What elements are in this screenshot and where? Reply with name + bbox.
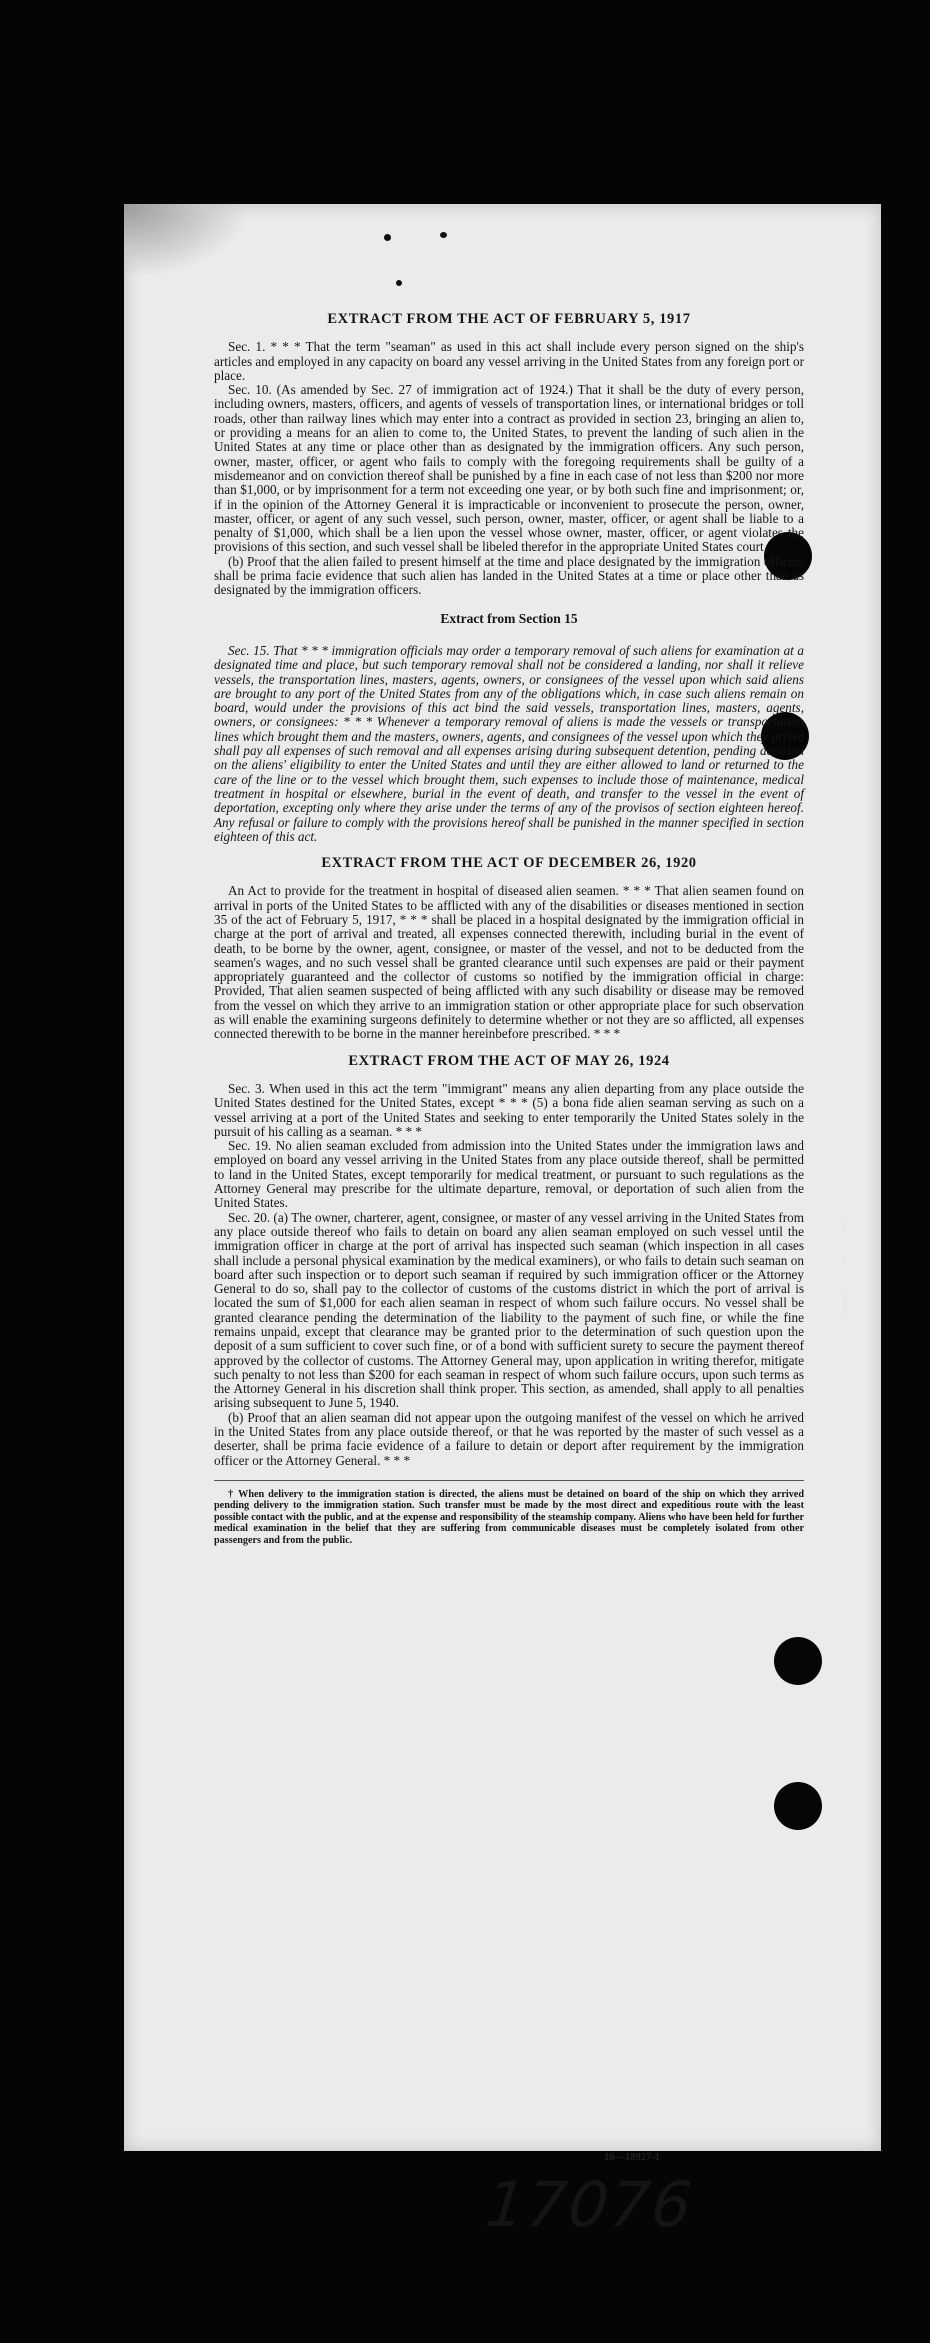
section-heading: EXTRACT FROM THE ACT OF FEBRUARY 5, 1917 (327, 311, 691, 327)
punch-hole (774, 1637, 822, 1685)
staple-hole (396, 280, 402, 286)
print-code: 16—18927-1 (604, 2152, 660, 2163)
punch-hole (774, 1782, 822, 1830)
section-act-1917 (214, 312, 804, 598)
paragraph: Sec. 1. * * * That the term "seaman" as used in this act shall include every person signed on the ship's articles and employed in any capacity on board any vessel arriving in the United States from any foreign port or place. (214, 339, 804, 383)
paragraph: An Act to provide for the treatment in hospital of diseased alien seamen. * * * That alien seamen found on arrival in ports of the United States to be afflicted with any of the disabilities or diseases mentioned in section 35 of the act of February 5, 1917, * * * shall be placed in a hospital designated by the immigration official in charge at the port of arrival and treated, all expenses connected therewith, including burial in the event of death, to be borne by the owner, agent, consignee, or master of the vessel, and not to be deducted from the seamen's wages, and no such vessel shall be granted clearance until such expenses are paid or their payment appropriately guaranteed and the collector of customs so notified by the immigration official in charge: Provided, That alien seamen suspected of being afflicted with any such disability or disease may be removed from the vessel on which they arrive to an immigration station or other appropriate place for such observation as will enable the examining surgeons definitely to determine whether or not they are so afflicted, all expenses connected therewith to be borne in the manner hereinbefore prescribed. * * * (214, 883, 804, 1042)
paragraph: (b) Proof that the alien failed to present himself at the time and place designated by the immigration officers shall be prima facie evidence that such alien has landed in the United States at a time or place other than as designated by the immigration officers. (214, 553, 804, 598)
footnote (214, 1480, 804, 1547)
paragraph: (b) Proof that an alien seaman did not appear upon the outgoing manifest of the vessel on which he arrived in the United States from any place outside thereof, or that he was reported by the master of such vessel as a deserter, shall be prima facie evidence of a failure to detain or deport after requirement by the immigration officer or the Attorney General. * * * (214, 1409, 804, 1468)
edge-mark (843, 1290, 847, 1318)
staple-hole (440, 232, 447, 238)
section-heading: EXTRACT FROM THE ACT OF MAY 26, 1924 (348, 1052, 670, 1069)
staple-hole (384, 234, 391, 241)
section-15-extract (214, 612, 804, 844)
paragraph: Sec. 10. (As amended by Sec. 27 of immigration act of 1924.) That it shall be the duty of every person, including owners, masters, officers, and agents of vessels of transportation lines, or international bridges or toll roads, other than railway lines which may enter into a contract as provided in section 23, bringing an alien to, or providing a means for an alien to come to, the United States, to prevent the landing of such alien in the United States at any time or place other than as designated by the immigration officers. Any such person, owner, master, officer, or agent who fails to comply with the foregoing requirements shall be guilty of a misdemeanor and on conviction thereof shall be punished by a fine in each case of not less than $200 nor more than $1,000, or by imprisonment for a term not exceeding one year, or by both such fine and imprisonment; or, if in the opinion of the Attorney General it is impracticable or inconvenient to prosecute the person, owner, master, officer, or agent of any such vessel, such person, owner, master, officer, or agent shall be liable to a penalty of $1,000, which shall be a lien upon the vessel whose owner, master, officer, or agent violates the provisions of this section, and such vessel shall be libeled therefor in the appropriate United States court. (214, 382, 804, 555)
paragraph: Sec. 20. (a) The owner, charterer, agent, consignee, or master of any vessel arriving in the United States from any place outside thereof who fails to detain on board any alien seaman employed on such vessel until the immigration officer in charge at the port of arrival has inspected such seaman (which inspection in all cases shall include a personal physical examination by the medical examiners), or who fails to detain such seaman on board after such inspection or to deport such seaman if required by such immigration officer or the Attorney General to do so, shall pay to the collector of customs of the customs district in which the port of arrival is located the sum of $1,000 for each alien seaman in respect of whom such failure occurs. No vessel shall be granted clearance pending the determination of the liability to the payment of such fine, or while the fine remains unpaid, except that clearance may be granted prior to the determination of such question upon the deposit of a sum sufficient to cover such fine, or of a bond with sufficient surety to secure the payment thereof approved by the collector of customs. The Attorney General may, upon application in writing therefor, mitigate such penalty to not less than $200 for each seaman in respect of whom such failure occurs, upon such terms as the Attorney General in his discretion shall think proper. This section, as amended, shall apply to all penalties arising subsequent to June 5, 1940. (214, 1209, 804, 1411)
document-page (124, 204, 881, 2241)
paragraph: Sec. 19. No alien seaman excluded from admission into the United States under the immigration laws and employed on board any vessel arriving in the United States from any place outside thereof, shall be permitted to land in the United States, except temporarily for medical treatment, or pursuant to such regulations as the Attorney General may prescribe for the ultimate departure, removal, or deportation of such alien from the United States. (214, 1138, 804, 1211)
document-body (214, 312, 804, 1546)
section-heading: EXTRACT FROM THE ACT OF DECEMBER 26, 1920 (321, 855, 697, 872)
section-act-1924 (214, 1054, 804, 1468)
edge-mark (842, 1222, 847, 1232)
paragraph: Sec. 15. That * * * immigration officials may order a temporary removal of such aliens for examination at a designated time and place, but such temporary removal shall not be considered a landing, nor shall it relieve vessels, the transportation lines, masters, agents, owners, or consignees of the vessel upon which said aliens are brought to any port of the United States from any of the obligations which, in case such aliens remain on board, would under the provisions of this act bind the said vessels, transportation lines, masters, agents, owners, or consignees: * * * Whenever a temporary removal of aliens is made the vessels or transportation lines which brought them and the masters, owners, agents, and consignees of the vessel upon which they arrive shall pay all expenses of such removal and all expenses arising during subsequent detention, pending decision on the aliens' eligibility to enter the United States and until they are either allowed to land or returned to the care of the line or to the vessel which brought them, such expenses to include those of maintenance, medical treatment in hospital or elsewhere, burial in the event of death, and transfer to the vessel in the event of deportation, excepting only where they arise under the terms of any of the provisos of section eighteen hereof. Any refusal or failure to comply with the provisions hereof shall be punished in the manner specified in section eighteen of this act. (214, 642, 804, 844)
section-heading: Extract from Section 15 (440, 610, 578, 626)
section-act-1920 (214, 856, 804, 1042)
edge-mark (843, 1257, 847, 1265)
footnote-text: † When delivery to the immigration station is directed, the aliens must be detained on board of the ship on which they arrived pending delivery to the immigration station. Such transfer must be made by the most direct and expeditious route with the least possible contact with the public, and at the expense and responsibility of the steamship company. Aliens who have been held for further medical examination in the belief that they are suffering from communicable diseases must be completely isolated from other passengers and from the public. (214, 1488, 804, 1546)
paragraph: Sec. 3. When used in this act the term "immigrant" means any alien departing from any place outside the United States destined for the United States, except * * * (5) a bona fide alien seaman serving as such on a vessel arriving at a port of the United States and seeking to enter temporarily the United States solely in the pursuit of his calling as a seaman. * * * (214, 1080, 804, 1139)
handwritten-number: 17076 (482, 2168, 698, 2241)
